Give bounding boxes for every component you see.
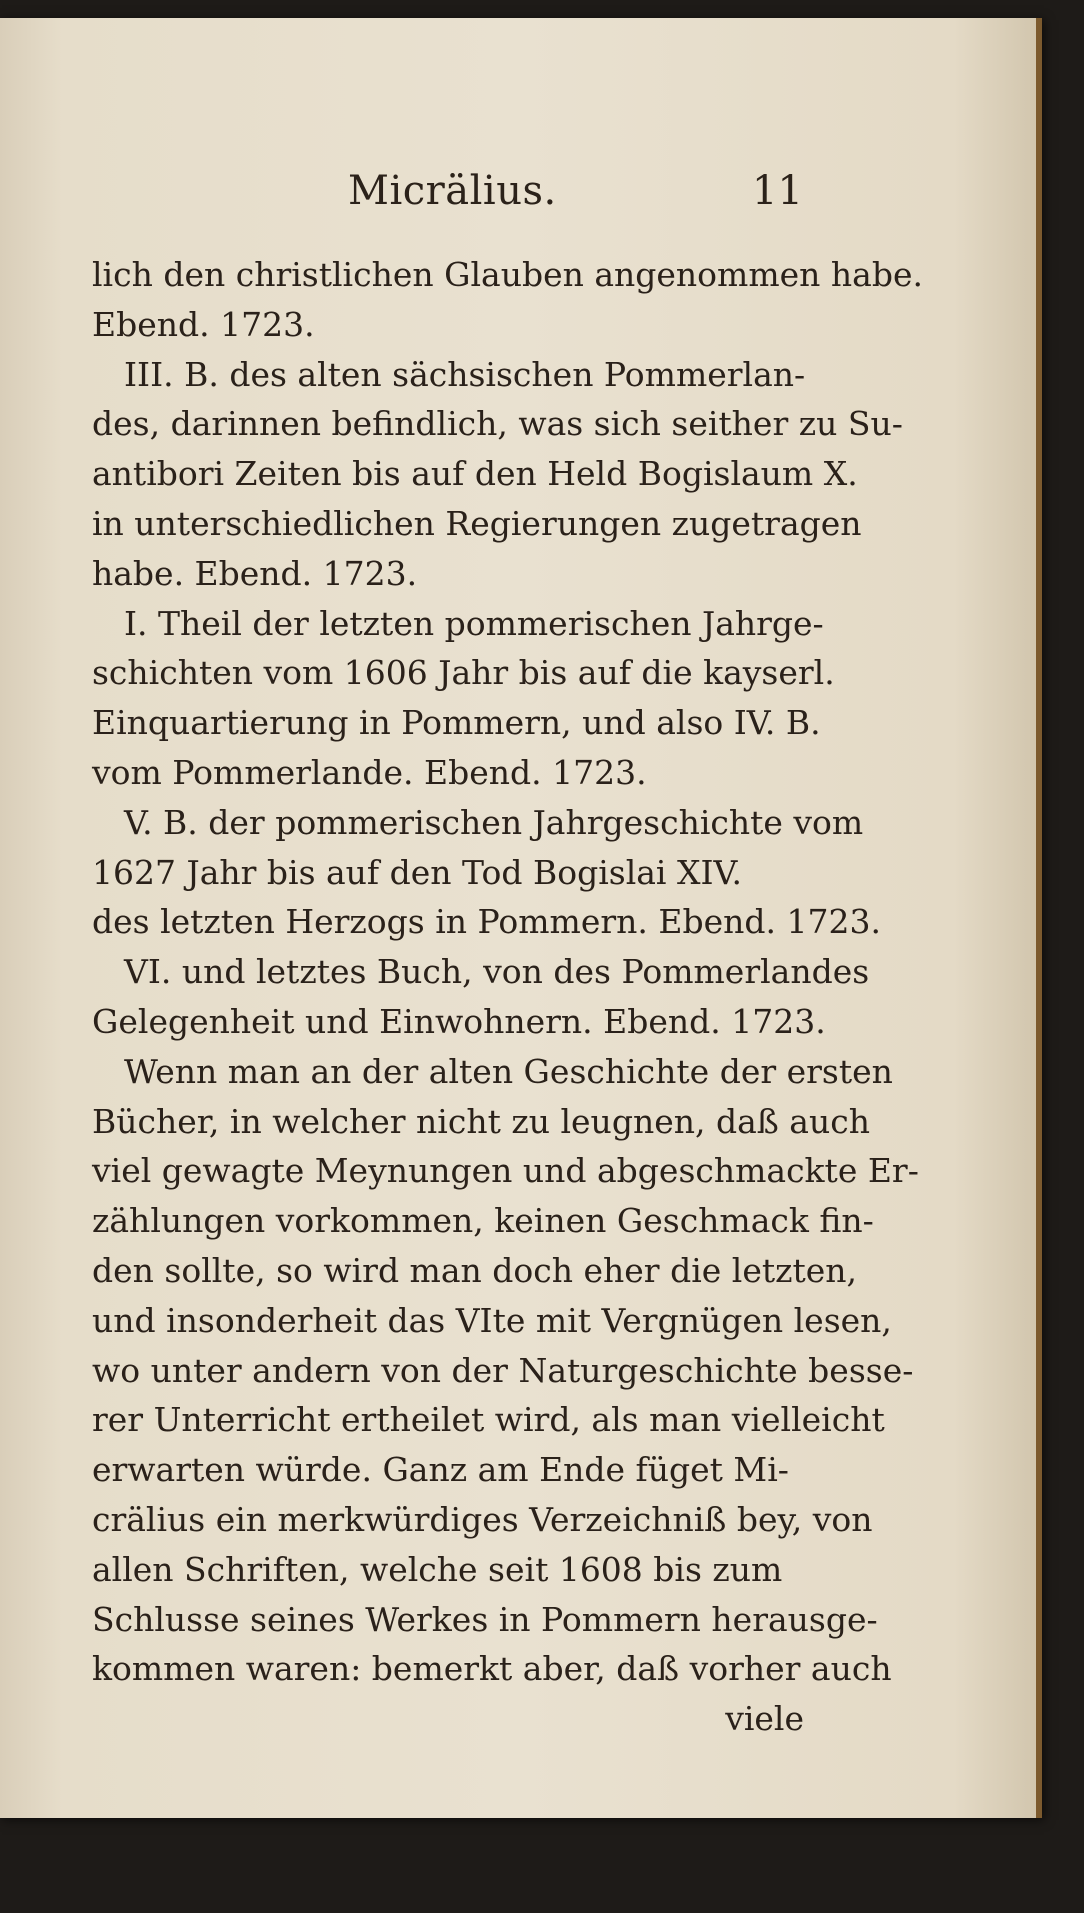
text-line: des letzten Herzogs in Pommern. Ebend. 1723.	[92, 902, 881, 942]
text-line: 1627 Jahr bis auf den Tod Bogislai XIV.	[92, 852, 743, 892]
text-line: VI. und letztes Buch, von des Pommerlandes	[124, 952, 870, 992]
text-line: vom Pommerlande. Ebend. 1723.	[92, 752, 647, 792]
text-line: Gelegenheit und Einwohnern. Ebend. 1723.	[92, 1001, 826, 1041]
page-number: 11	[752, 168, 803, 214]
text-line: in unterschiedlichen Regierungen zugetragen	[92, 503, 862, 543]
text-line: und insonderheit das VIte mit Vergnügen lesen,	[92, 1300, 892, 1340]
catchword: viele	[725, 1699, 804, 1739]
text-line: I. Theil der letzten pommerischen Jahrge-	[124, 603, 824, 643]
text-line: III. B. des alten sächsischen Pommerlan-	[124, 354, 806, 394]
text-line: viel gewagte Meynungen und abgeschmackte Er-	[92, 1151, 919, 1191]
text-line: erwarten würde. Ganz am Ende füget Mi-	[92, 1450, 789, 1490]
text-line: Wenn man an der alten Geschichte der ersten	[124, 1051, 893, 1091]
text-line: Bücher, in welcher nicht zu leugnen, daß auch	[92, 1101, 870, 1141]
text-line: antibori Zeiten bis auf den Held Bogislaum X.	[92, 454, 858, 494]
page-header	[92, 168, 812, 228]
text-line: habe. Ebend. 1723.	[92, 553, 418, 593]
text-line: crälius ein merkwürdiges Verzeichniß bey, von	[92, 1499, 873, 1539]
text-line: lich den christlichen Glauben angenommen habe.	[92, 255, 923, 294]
text-line: rer Unterricht ertheilet wird, als man vielleicht	[92, 1400, 885, 1440]
text-line: Einquartierung in Pommern, und also IV. B.	[92, 703, 821, 743]
text-line: allen Schriften, welche seit 1608 bis zum	[92, 1549, 783, 1589]
text-line: Ebend. 1723.	[92, 304, 315, 344]
text-line: V. B. der pommerischen Jahrgeschichte vom	[124, 802, 864, 842]
body-text	[92, 250, 923, 1744]
text-line: wo unter andern von der Naturgeschichte besse-	[92, 1350, 914, 1390]
text-line: schichten vom 1606 Jahr bis auf die kayserl.	[92, 653, 835, 693]
text-line: Schlusse seines Werkes in Pommern herausge-	[92, 1599, 878, 1639]
running-title: Micrälius.	[348, 168, 557, 214]
text-line: kommen waren: bemerkt aber, daß vorher auch	[92, 1649, 892, 1689]
book-page	[0, 18, 1042, 1818]
text-line: den sollte, so wird man doch eher die letzten,	[92, 1250, 858, 1290]
text-line: zählungen vorkommen, keinen Geschmack fin-	[92, 1201, 874, 1241]
text-line: des, darinnen befindlich, was sich seither zu Su-	[92, 404, 903, 444]
